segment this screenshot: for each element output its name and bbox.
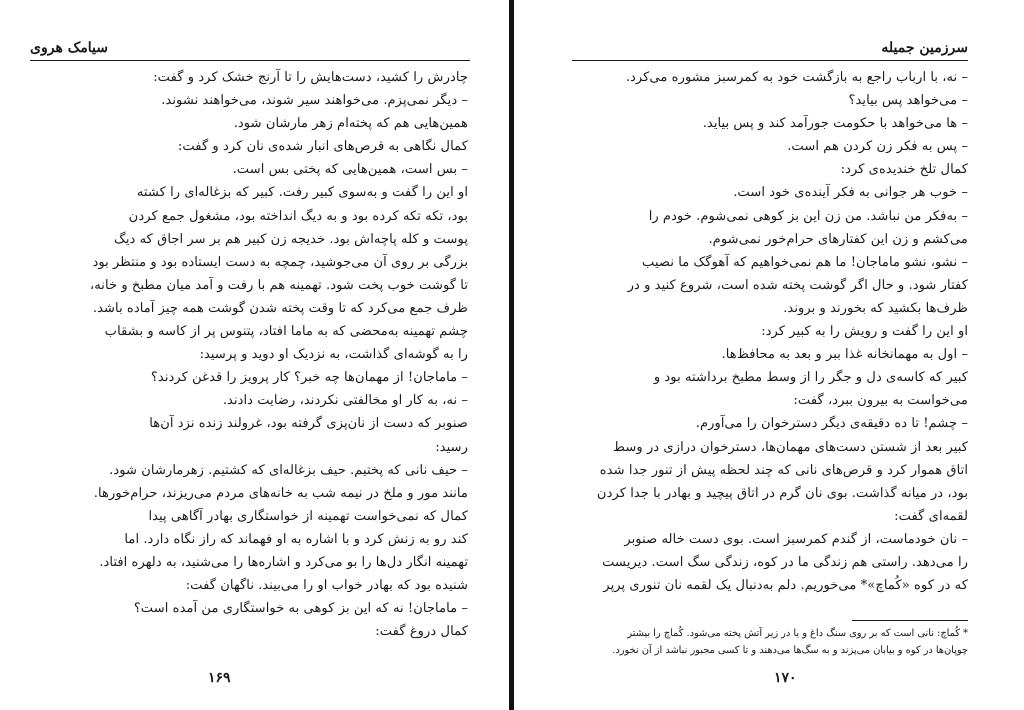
text-line: شنیده بود که بهادر خواب او را می‌بیند. ناگهان گفت: [185,578,468,594]
text-line: چادرش را کشید، دست‌هایش را تا آرنج خشک کرد و گفت: [153,70,468,85]
text-line: – نه، به کار او مخالفتی نکردند، رضایت دادند. [222,393,468,409]
text-line: را به گوشه‌ای گذاشت، به نزدیک او دوید و پرسید: [199,347,468,363]
text-line: – نشو، نشو ماماجان! ما هم نمی‌خواهیم که آهوگک ما نصیب [642,254,968,270]
text-line: بود، در میانه گذاشت. بوی نان گرم در اتاق پیچید و بهادر با جدا کردن [596,485,968,501]
text-line: – نه، با ارباب راجع به بازگشت خود به کمرسبز مشوره می‌کرد. [625,70,968,85]
text-line: می‌خواست به بیرون ببرد، گفت: [793,393,968,409]
text-line: – نان خودماست، از گندم کمرسبز است. بوی دست خاله صنوبر [624,531,968,547]
text-line: – چشم! تا ده دقیقه‌ی دیگر دسترخوان را می‌آورم. [695,416,968,432]
text-line: – بس است، همین‌هایی که پختی بس است. [232,162,468,178]
text-line: کمال نگاهی به قرص‌های انبار شده‌ی نان کرد و گفت: [177,139,468,155]
text-line: ظرف‌ها بکشید که بخورند و بروند. [783,300,968,316]
text-line: – حیف نانی که پختیم. حیف بزغاله‌ای که کشتیم. زهرمارشان شود. [109,462,468,478]
footnote-line: * کُماچ: نانی است که بر روی سنگ داغ و یا در زیر آتش پخته می‌شود. کُماچ را بیشتر [627,628,968,639]
right-page [514,0,1024,710]
footnote-line: چوپان‌ها در کوه و بیابان می‌پزند و به سگ‌ها می‌دهند و تا کسی مجبور نباشد از آن نخورد. [612,645,968,656]
header-rule [572,60,968,61]
text-line: کند رو به زنش کرد و با اشاره به او فهماند که راز نگاه دارد. اما [124,531,468,547]
text-line: تا گوشت خوب پخت شود. تهمینه هم با رفت و آمد میان مطبخ و خانه، [89,277,468,293]
text-line: صنوبر که دست از نان‌پزی گرفته بود، غرولند زنده نزد آن‌ها [149,416,468,432]
text-line: – ماماجان! نه که این بز کوهی به خواستگاری من آمده است؟ [133,601,468,617]
text-line: مانند مور و ملخ در نیمه شب به خانه‌های مردم می‌ریزند، حرام‌خورها. [93,485,468,501]
text-line: – خوب هر جوانی به فکر آینده‌ی خود است. [733,185,968,201]
text-line: کمال تلخ خندیده‌ی کرد: [840,162,968,178]
right-page-body [572,66,968,597]
text-line: را می‌دهد. راستی هم زندگی ما در کوه، زندگی سگ است. دیریست [602,554,968,570]
text-line: تهمینه انگار دل‌ها را بو می‌کرد و اشاره‌ها را می‌شنید، به دلهره افتاد. [99,554,468,570]
text-line: بود، تکه تکه کرده بود و به دیگ انداخته بود، مشغول جمع کردن [128,208,468,224]
page-number: ۱۶۹ [208,670,231,686]
header-rule [30,60,470,61]
text-line: که در کوه «کُماچ»* می‌خوریم. دلم به‌دنبال یک لقمه نان تنوری پرپر [603,578,968,594]
text-line: کبیر بعد از شستن دست‌های مهمان‌ها، دسترخوان درازی در وسط [612,439,968,455]
footnote-rule [852,620,968,621]
left-page [0,0,510,710]
text-line: رسید: [435,439,468,455]
text-line: کمال دروغ گفت: [375,624,468,640]
text-line: – دیگر نمی‌پزم. می‌خواهند سیر شوند، می‌خواهند نشوند. [161,93,468,109]
text-line: – می‌خواهد پس بیاید؟ [848,93,968,109]
page-number: ۱۷۰ [774,670,797,686]
text-line: همین‌هایی هم که پخته‌ام زهر مارشان شود. [233,116,468,132]
text-line: کفتار شود. و حال اگر گوشت پخته شده است، شروع کنید و در [627,277,968,293]
footnote [572,625,968,659]
text-line: – ماماجان! از مهمان‌ها چه خبر؟ کار پرویز را قدغن کردند؟ [150,370,468,386]
text-line: – پس به فکر زن کردن هم است. [787,139,968,155]
text-line: – به‌فکر من نباشد. من زن این بز کوهی نمی‌شوم. خودم را [648,208,968,224]
text-line: لقمه‌ای گفت: [894,508,968,524]
text-line: کمال که نمی‌خواست تهمینه از خواستگاری بهادر آگاهی پیدا [148,508,468,524]
text-line: ظرف جمع می‌کرد که تا وقت پخته شدن گوشت همه چیز آماده باشد. [92,300,468,316]
running-head-author: سیامک هروی [30,40,108,56]
left-page-body [34,66,468,643]
running-head-title: سرزمین جمیله [881,40,968,56]
text-line: اتاق هموار کرد و قرص‌های نانی که چند لحظه پیش از تنور جدا شده [599,462,968,478]
text-line: کبیر که کاسه‌ی دل و جگر را از وسط مطبخ برداشته بود و [653,370,968,386]
text-line: او این را گفت و به‌سوی کبیر رفت. کبیر که بزغاله‌ای را کشته [136,185,468,201]
text-line: بزرگی بر روی آن می‌جوشید، چمچه به دست ایستاده بود و منتظر بود [92,254,468,270]
text-line: می‌کشم و زن این کفتارهای حرام‌خور نمی‌شوم. [708,231,968,247]
text-line: چشم تهمینه به‌محضی که به ماما افتاد، پتنوس پر از کاسه و بشقاب [104,324,468,340]
text-line: پوست و کله پاچه‌اش بود. خدیجه زن کبیر هم بر سر اجاق که دیگ [114,231,468,247]
text-line: – ها می‌خواهد با حکومت جورآمد کند و پس بیاید. [702,116,968,132]
text-line: او این را گفت و رویش را به کبیر کرد: [761,324,968,340]
text-line: – اول به مهمانخانه غذا ببر و بعد به محافظ‌ها. [721,347,968,363]
